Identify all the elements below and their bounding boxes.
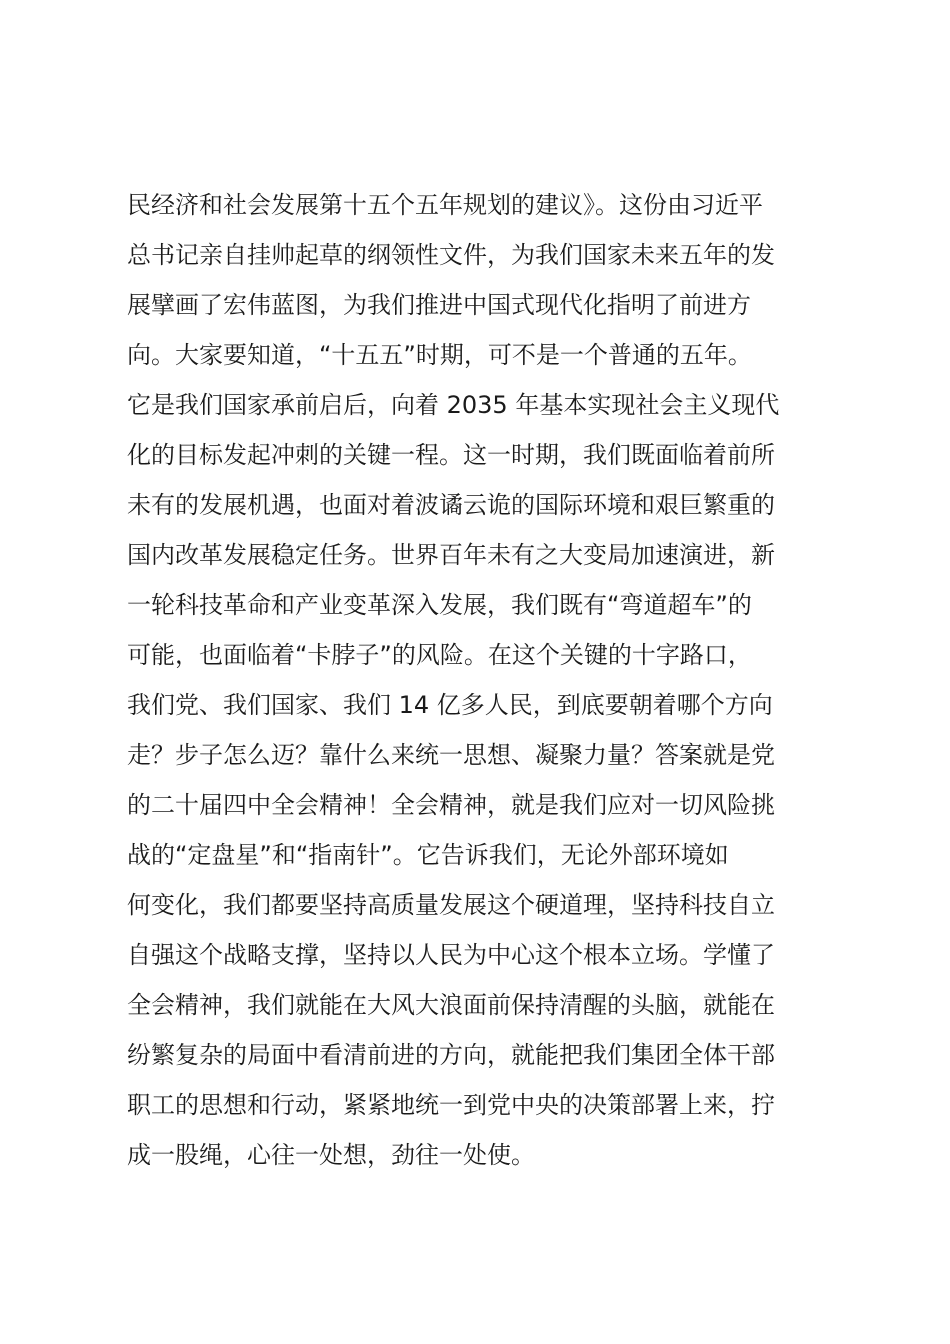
text-line: 可能，也面临着“卡脖子”的风险。在这个关键的十字路口， [127,641,752,669]
text-line: 民经济和社会发展第十五个五年规划的建议》。这份由习近平 [127,191,763,219]
text-line: 未有的发展机遇，也面对着波谲云诡的国际环境和艰巨繁重的 [127,491,775,519]
text-line: 国内改革发展稳定任务。世界百年未有之大变局加速演进，新 [127,541,775,569]
text-line: 成一股绳，心往一处想，劲往一处使。 [127,1141,535,1169]
body-paragraph [127,180,837,1180]
text-line: 一轮科技革命和产业变革深入发展，我们既有“弯道超车”的 [127,591,752,619]
text-line: 展擘画了宏伟蓝图，为我们推进中国式现代化指明了前进方 [127,291,751,319]
text-line: 总书记亲自挂帅起草的纲领性文件，为我们国家未来五年的发 [127,241,775,269]
text-line: 战的“定盘星”和“指南针”。它告诉我们，无论外部环境如 [127,841,729,869]
text-line: 自强这个战略支撑，坚持以人民为中心这个根本立场。学懂了 [127,941,775,969]
text-line: 走？步子怎么迈？靠什么来统一思想、凝聚力量？答案就是党 [127,741,775,769]
text-line: 我们党、我们国家、我们 14 亿多人民，到底要朝着哪个方向 [127,691,773,719]
text-line: 化的目标发起冲刺的关键一程。这一时期，我们既面临着前所 [127,441,775,469]
text-line: 它是我们国家承前启后，向着 2035 年基本实现社会主义现代 [127,391,780,419]
text-line: 职工的思想和行动，紧紧地统一到党中央的决策部署上来，拧 [127,1091,775,1119]
text-line: 的二十届四中全会精神！全会精神，就是我们应对一切风险挑 [127,791,775,819]
text-line: 全会精神，我们就能在大风大浪面前保持清醒的头脑，就能在 [127,991,775,1019]
text-line: 向。大家要知道，“十五五”时期，可不是一个普通的五年。 [127,341,752,369]
text-line: 何变化，我们都要坚持高质量发展这个硬道理，坚持科技自立 [127,891,775,919]
text-line: 纷繁复杂的局面中看清前进的方向，就能把我们集团全体干部 [127,1041,775,1069]
